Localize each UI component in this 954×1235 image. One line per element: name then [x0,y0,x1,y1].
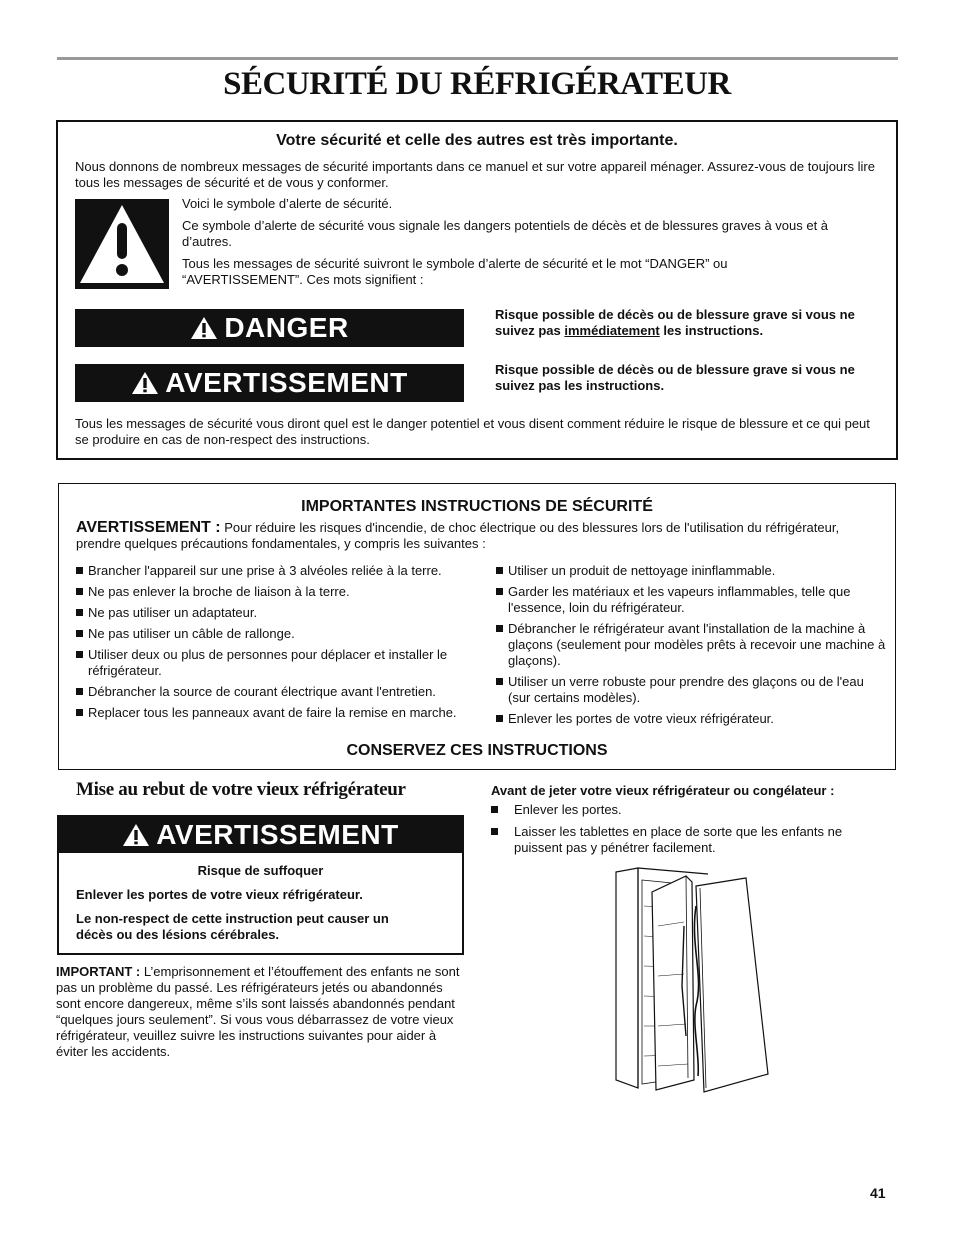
warning-description: Risque possible de décès ou de blessure grave si vous ne suivez pas les instructions. [495,362,855,393]
instructions-right-list [496,563,888,732]
disposal-warning-box [57,815,464,955]
top-rule [57,57,898,60]
disposal-steps [490,802,890,862]
list-item: Débrancher la source de courant électrique avant l'entretien. [76,684,474,700]
list-item: Utiliser un produit de nettoyage ininflammable. [496,563,888,579]
important-paragraph: IMPORTANT : L’emprisonnement et l’étouffement des enfants ne sont pas un problème du passé. Les réfrigérateurs jetés ou abandonnés sont encore dangereux, même s’ils sont laissés abandonnés pendant “quelques jours seulement”. Si vous vous débarrassez de votre vieux réfrigérateur, veuillez suivre les instructions suivantes pour aider à éviter les accidents. [56,964,460,1059]
list-item: Utiliser deux ou plus de personnes pour déplacer et installer le réfrigérateur. [76,647,474,679]
danger-bar [75,309,464,347]
list-item: Débrancher le réfrigérateur avant l'installation de la machine à glaçons (seulement pour modèles prêts à recevoir une machine à glaçons). [496,621,888,669]
list-item: Ne pas enlever la broche de liaison à la terre. [76,584,474,600]
list-item: Garder les matériaux et les vapeurs inflammables, telle que l'essence, loin du réfrigérateur. [496,584,888,616]
instructions-box [58,483,896,770]
disposal-warning-line-2: Le non-respect de cette instruction peut causer un décès ou des lésions cérébrales. [76,911,389,942]
list-item: Brancher l'appareil sur une prise à 3 alvéoles reliée à la terre. [76,563,474,579]
list-item: Laisser les tablettes en place de sorte que les enfants ne puissent pas y pénétrer facilement. [490,824,890,856]
symbol-line-2: Ce symbole d’alerte de sécurité vous signale les dangers potentiels de décès et de blessures graves à vous et à d’autres. [182,218,829,249]
disposal-warning-label: AVERTISSEMENT [156,819,399,850]
instructions-left-list [76,563,474,726]
symbol-line-3: Tous les messages de sécurité suivront le symbole d’alerte de sécurité et le mot “DANGER” ou “AVERTISSEMENT”. Ces mots signifient : [182,256,728,287]
list-item: Ne pas utiliser un adaptateur. [76,605,474,621]
instructions-footer: CONSERVEZ CES INSTRUCTIONS [346,742,608,759]
list-item: Ne pas utiliser un câble de rallonge. [76,626,474,642]
instructions-warning: AVERTISSEMENT : Pour réduire les risques d'incendie, de choc électrique ou des blessures lors de l'utilisation du réfrigérateur, prendre quelques précautions fondamentales, y compris les suivantes : [76,519,840,551]
danger-description: Risque possible de décès ou de blessure grave si vous ne suivez pas immédiatement les instructions. [495,307,855,338]
refrigerator-illustration [612,866,772,1096]
danger-label: DANGER [224,312,349,343]
list-item: Enlever les portes de votre vieux réfrigérateur. [496,711,888,727]
safety-intro: Nous donnons de nombreux messages de sécurité importants dans ce manuel et sur votre appareil ménager. Assurez-vous de toujours lire tous les messages de sécurité et de vous y conformer. [75,159,875,190]
alert-triangle-icon [122,822,150,848]
page-title: SÉCURITÉ DU RÉFRIGÉRATEUR [223,66,731,102]
instructions-heading: IMPORTANTES INSTRUCTIONS DE SÉCURITÉ [301,498,653,515]
safety-alert-icon [75,199,169,289]
disposal-warning-line-1: Enlever les portes de votre vieux réfrigérateur. [76,887,363,902]
alert-triangle-icon [190,315,218,341]
safety-closing: Tous les messages de sécurité vous diront quel est le danger potentiel et vous disent comment réduire le risque de blessure et ce qui peut se produire en cas de non-respect des instructions. [75,416,870,447]
disposal-warning-bar [59,817,462,853]
before-heading: Avant de jeter votre vieux réfrigérateur ou congélateur : [491,783,835,798]
symbol-line-1: Voici le symbole d’alerte de sécurité. [182,196,393,211]
alert-triangle-icon [131,370,159,396]
list-item: Replacer tous les panneaux avant de faire la remise en marche. [76,705,474,721]
list-item: Utiliser un verre robuste pour prendre des glaçons ou de l'eau (sur certains modèles). [496,674,888,706]
safety-box-heading: Votre sécurité et celle des autres est très importante. [276,132,678,149]
warning-bar [75,364,464,402]
list-item: Enlever les portes. [490,802,890,818]
disposal-title: Mise au rebut de votre vieux réfrigérateur [76,779,406,800]
safety-box [56,120,898,460]
page-number: 41 [870,1185,886,1201]
warning-label: AVERTISSEMENT [165,367,408,398]
disposal-warning-head: Risque de suffoquer [197,863,324,878]
